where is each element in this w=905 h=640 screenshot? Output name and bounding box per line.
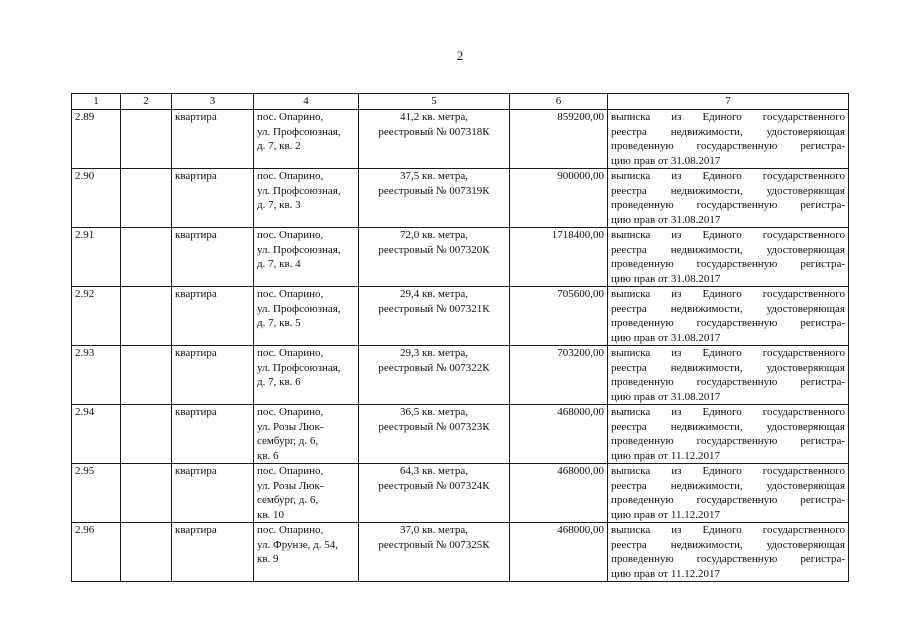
- table-row: [72, 110, 849, 169]
- object-type: квартира: [172, 110, 254, 169]
- object-type: квартира: [172, 523, 254, 582]
- document-line: цию прав от 31.08.2017: [611, 331, 721, 344]
- cadastral-value: 1718400,00: [510, 228, 608, 287]
- table-row: [72, 464, 849, 523]
- document-line: выписка из Единого государственного: [611, 524, 845, 536]
- address-cell: [254, 228, 359, 287]
- document-line: проведенную государственную регистра-: [611, 435, 845, 447]
- blank-cell: [121, 110, 172, 169]
- address-cell: [254, 110, 359, 169]
- header-row: [72, 94, 849, 110]
- row-number: 2.89: [72, 110, 121, 169]
- object-type: квартира: [172, 228, 254, 287]
- document-cell: [608, 405, 849, 464]
- object-type: квартира: [172, 464, 254, 523]
- address-cell: [254, 464, 359, 523]
- address-line: пос. Опарино,: [257, 111, 324, 123]
- address-cell: [254, 169, 359, 228]
- document-cell: [608, 228, 849, 287]
- area-line: реестровый № 007323К: [378, 420, 490, 433]
- blank-cell: [121, 169, 172, 228]
- area-line: реестровый № 007320К: [378, 243, 490, 256]
- blank-cell: [121, 405, 172, 464]
- document-line: выписка из Единого государственного: [611, 229, 845, 241]
- address-line: кв. 9: [257, 553, 279, 565]
- address-line: ул. Профсоюзная,: [257, 361, 341, 374]
- address-line: пос. Опарино,: [257, 524, 324, 536]
- document-cell: [608, 169, 849, 228]
- area-cell: [359, 169, 510, 228]
- object-type: квартира: [172, 169, 254, 228]
- blank-cell: [121, 228, 172, 287]
- area-line: 29,4 кв. метра,: [400, 288, 468, 300]
- blank-cell: [121, 523, 172, 582]
- document-cell: [608, 346, 849, 405]
- cadastral-value: 705600,00: [510, 287, 608, 346]
- document-line: цию прав от 31.08.2017: [611, 390, 721, 403]
- document-line: проведенную государственную регистра-: [611, 494, 845, 506]
- cadastral-value: 468000,00: [510, 523, 608, 582]
- row-number: 2.94: [72, 405, 121, 464]
- document-line: проведенную государственную регистра-: [611, 376, 845, 388]
- area-cell: [359, 464, 510, 523]
- document-line: реестра недвижимости, удостоверяющая: [611, 243, 845, 256]
- page-number: 2: [456, 48, 464, 63]
- document-line: цию прав от 31.08.2017: [611, 272, 721, 285]
- table-body: [72, 110, 849, 582]
- address-line: пос. Опарино,: [257, 347, 324, 359]
- table-header: [72, 94, 849, 110]
- document-cell: [608, 287, 849, 346]
- table-row: [72, 405, 849, 464]
- cadastral-value: 900000,00: [510, 169, 608, 228]
- row-number: 2.91: [72, 228, 121, 287]
- blank-cell: [121, 464, 172, 523]
- document-line: реестра недвижимости, удостоверяющая: [611, 125, 845, 138]
- address-line: ул. Профсоюзная,: [257, 125, 341, 138]
- object-type: квартира: [172, 287, 254, 346]
- header-cell: 1: [72, 94, 121, 110]
- header-cell: 7: [608, 94, 849, 110]
- area-line: реестровый № 007321К: [378, 302, 490, 315]
- address-line: пос. Опарино,: [257, 170, 324, 182]
- document-line: проведенную государственную регистра-: [611, 199, 845, 211]
- area-line: 37,0 кв. метра,: [400, 524, 468, 536]
- document-line: реестра недвижимости, удостоверяющая: [611, 361, 845, 374]
- document-line: реестра недвижимости, удостоверяющая: [611, 420, 845, 433]
- header-cell: 2: [121, 94, 172, 110]
- row-number: 2.96: [72, 523, 121, 582]
- cadastral-value: 859200,00: [510, 110, 608, 169]
- area-cell: [359, 346, 510, 405]
- table-row: [72, 346, 849, 405]
- address-line: пос. Опарино,: [257, 288, 324, 300]
- address-line: сембург, д. 6,: [257, 435, 319, 447]
- document-line: цию прав от 11.12.2017: [611, 508, 720, 521]
- address-line: пос. Опарино,: [257, 229, 324, 241]
- document-cell: [608, 110, 849, 169]
- document-line: выписка из Единого государственного: [611, 111, 845, 123]
- area-cell: [359, 405, 510, 464]
- address-line: ул. Розы Люк-: [257, 420, 324, 433]
- document-line: реестра недвижимости, удостоверяющая: [611, 184, 845, 197]
- address-cell: [254, 523, 359, 582]
- document-line: цию прав от 11.12.2017: [611, 567, 720, 580]
- table-row: [72, 287, 849, 346]
- document-line: цию прав от 31.08.2017: [611, 213, 721, 226]
- row-number: 2.95: [72, 464, 121, 523]
- address-line: кв. 6: [257, 449, 279, 462]
- document-line: цию прав от 11.12.2017: [611, 449, 720, 462]
- row-number: 2.93: [72, 346, 121, 405]
- area-line: реестровый № 007319К: [378, 184, 490, 197]
- area-line: 37,5 кв. метра,: [400, 170, 468, 182]
- area-line: реестровый № 007322К: [378, 361, 490, 374]
- header-cell: 3: [172, 94, 254, 110]
- address-line: сембург, д. 6,: [257, 494, 319, 506]
- area-line: 41,2 кв. метра,: [400, 111, 468, 123]
- document-line: выписка из Единого государственного: [611, 465, 845, 477]
- area-cell: [359, 287, 510, 346]
- address-line: пос. Опарино,: [257, 406, 324, 418]
- header-cell: 6: [510, 94, 608, 110]
- address-line: д. 7, кв. 2: [257, 140, 301, 152]
- document-line: проведенную государственную регистра-: [611, 553, 845, 565]
- address-line: ул. Профсоюзная,: [257, 302, 341, 315]
- area-cell: [359, 110, 510, 169]
- area-cell: [359, 523, 510, 582]
- object-type: квартира: [172, 405, 254, 464]
- table-row: [72, 523, 849, 582]
- document-line: проведенную государственную регистра-: [611, 140, 845, 152]
- address-line: д. 7, кв. 5: [257, 317, 301, 329]
- header-cell: 5: [359, 94, 510, 110]
- row-number: 2.92: [72, 287, 121, 346]
- blank-cell: [121, 287, 172, 346]
- address-line: ул. Розы Люк-: [257, 479, 324, 492]
- area-cell: [359, 228, 510, 287]
- document-line: выписка из Единого государственного: [611, 288, 845, 300]
- document-line: выписка из Единого государственного: [611, 347, 845, 359]
- object-type: квартира: [172, 346, 254, 405]
- document-line: цию прав от 31.08.2017: [611, 154, 721, 167]
- address-cell: [254, 405, 359, 464]
- document-line: реестра недвижимости, удостоверяющая: [611, 302, 845, 315]
- document-line: проведенную государственную регистра-: [611, 258, 845, 270]
- document-line: выписка из Единого государственного: [611, 406, 845, 418]
- table-row: [72, 228, 849, 287]
- area-line: 72,0 кв. метра,: [400, 229, 468, 241]
- document-cell: [608, 523, 849, 582]
- address-line: д. 7, кв. 4: [257, 258, 301, 270]
- area-line: 36,5 кв. метра,: [400, 406, 468, 418]
- area-line: 29,3 кв. метра,: [400, 347, 468, 359]
- address-cell: [254, 346, 359, 405]
- document-line: реестра недвижимости, удостоверяющая: [611, 538, 845, 551]
- property-registry-table: [71, 93, 849, 582]
- document-line: выписка из Единого государственного: [611, 170, 845, 182]
- document-cell: [608, 464, 849, 523]
- document-line: реестра недвижимости, удостоверяющая: [611, 479, 845, 492]
- table-row: [72, 169, 849, 228]
- cadastral-value: 468000,00: [510, 464, 608, 523]
- address-cell: [254, 287, 359, 346]
- document-line: проведенную государственную регистра-: [611, 317, 845, 329]
- address-line: д. 7, кв. 6: [257, 376, 301, 388]
- area-line: реестровый № 007325К: [378, 538, 490, 551]
- header-cell: 4: [254, 94, 359, 110]
- address-line: ул. Фрунзе, д. 54,: [257, 538, 339, 551]
- address-line: ул. Профсоюзная,: [257, 184, 341, 197]
- cadastral-value: 703200,00: [510, 346, 608, 405]
- address-line: д. 7, кв. 3: [257, 199, 301, 211]
- area-line: 64,3 кв. метра,: [400, 465, 468, 477]
- address-line: пос. Опарино,: [257, 465, 324, 477]
- blank-cell: [121, 346, 172, 405]
- address-line: кв. 10: [257, 508, 285, 521]
- area-line: реестровый № 007324К: [378, 479, 490, 492]
- address-line: ул. Профсоюзная,: [257, 243, 341, 256]
- cadastral-value: 468000,00: [510, 405, 608, 464]
- row-number: 2.90: [72, 169, 121, 228]
- area-line: реестровый № 007318К: [378, 125, 490, 138]
